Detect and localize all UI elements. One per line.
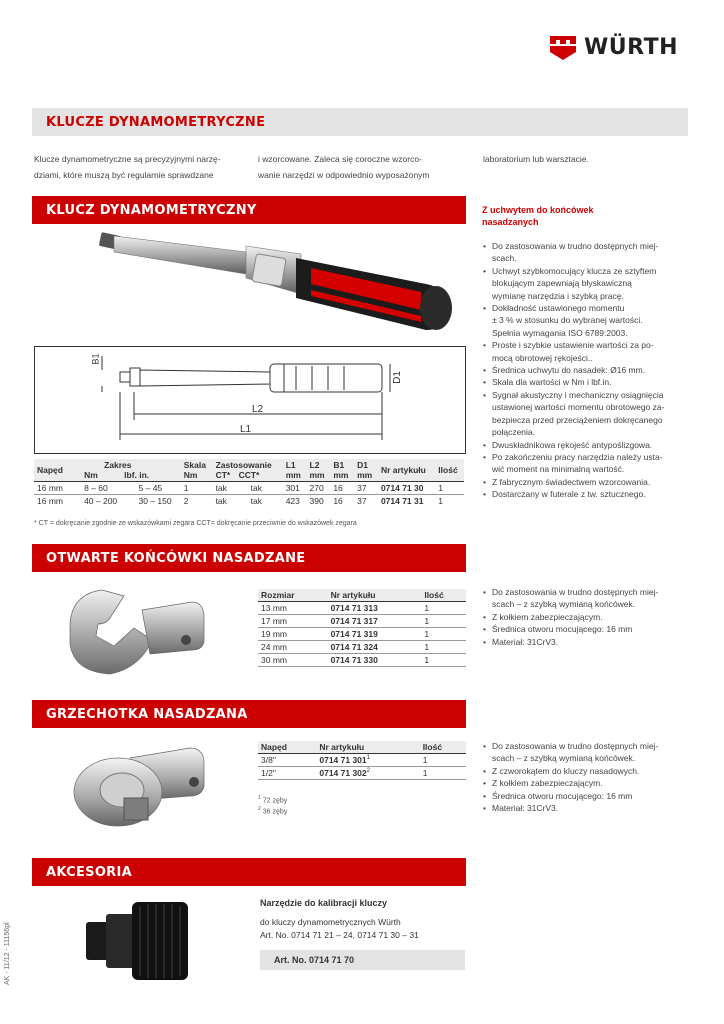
line: • Dostarczany w futerale z tw. sztucznego. [492,489,646,500]
col-header-text: L2 [309,460,320,470]
cell: 5 – 45 [127,482,181,495]
footnote-text: 36 zęby [262,808,288,816]
footnote-ref: 1 [258,795,261,801]
col-header-text: D1 [357,460,368,470]
table-row [258,654,466,667]
line: • Do zastosowania w trudno dostępnych miej- [492,741,659,751]
accessory-art-number: Art. No. 0714 71 70 [260,950,465,970]
cell [316,754,419,767]
table-row [34,495,464,508]
cell: 1 [181,482,213,495]
footnote [258,805,287,816]
list-item [482,476,692,488]
line: • Materiał: 31CrV3. [492,636,559,647]
cell: 0714 71 31 [378,495,435,508]
line: • Do zastosowania w trudno dostępnych miej- [492,241,659,251]
page-title: KLUCZE DYNAMOMETRYCZNE [46,114,266,130]
line: ustawionej wartości momentu obrotowego za- [492,402,665,413]
wrench-feature-list [482,240,692,501]
table-row [258,767,466,780]
col-header-text: mm [285,470,301,480]
line: • Materiał: 31CrV3. [492,803,559,814]
line: wymianę narzędzia i szybką pracę. [492,290,624,301]
wrench-table [34,459,464,507]
col-header [181,459,213,482]
section-title-ratchet: GRZECHOTKA NASADZANA [32,700,466,728]
list-item [482,376,692,388]
line: bezpiecza przed przeciążeniem dokręcanego [492,414,663,425]
col-header-text: Zastosowanie [215,460,272,470]
section-title-accessories: AKCESORIA [32,858,466,886]
line: • Z kołkiem zabezpieczającym. [492,611,603,622]
cell: 0714 71 30 [378,482,435,495]
table-row [258,754,466,767]
cell: 423 [283,495,307,508]
accessory-desc-line: do kluczy dynamometrycznych Würth [260,917,401,927]
footnote-ref: 2 [366,768,370,775]
calibration-tool-image [80,896,200,988]
line: • Średnica otworu mocującego: 16 mm [492,790,633,801]
col-header: Nr artykułu [316,741,419,754]
cell: 16 [330,482,354,495]
line: • Z fabrycznym świadectwem wzorcowania. [492,476,651,487]
list-item [482,790,692,802]
cell: 16 mm [34,482,70,495]
list-item [482,777,692,789]
cell: 37 [354,495,378,508]
dim-label-b1: B1 [90,353,101,365]
list-item [482,765,692,777]
list-item [482,439,692,451]
col-header [307,459,331,482]
col-header [330,459,354,482]
list-item [482,339,692,364]
cell: 13 mm [258,602,328,615]
col-header-text: mm [333,470,349,480]
col-header-text: lbf. in. [124,470,150,480]
col-header-text: Nm [183,470,198,480]
line: scach – z szybką wymianą końcówek. [492,753,636,764]
intro-col-2 [258,151,478,183]
col-header [213,459,283,482]
list-item [482,636,692,648]
cell: 24 mm [258,641,328,654]
cell: 30 mm [258,654,328,667]
cell: 30 – 150 [127,495,181,508]
col-header: Ilość [435,459,464,482]
cell: tak [248,482,283,495]
accessory-info [260,898,480,942]
line: • Dokładność ustawionego momentu [492,303,625,314]
intro-line: i wzorcowane. Zaleca się coroczne wzorco- [258,154,422,164]
table-row [258,628,466,641]
table-header-row [258,589,466,602]
open-ends-feature-list [482,586,692,648]
col-header: Napęd [258,741,316,754]
col-header: Nr artykułu [378,459,435,482]
cell: 0714 71 324 [328,641,422,654]
table-row [34,482,464,495]
cell: 16 mm [34,495,70,508]
section-title-wrench: KLUCZ DYNAMOMETRYCZNY [32,196,466,224]
col-header: Rozmiar [258,589,328,602]
intro-col-3 [483,151,683,167]
line: połączenia. [492,427,536,438]
line: ± 3 % w stosunku do wybranej wartości. [492,315,643,326]
list-item [482,802,692,814]
col-header: Ilość [420,741,466,754]
col-header-text: Nm [84,470,98,480]
line: • Z czworokątem do kluczy nasadowych. [492,765,640,776]
col-header [70,459,181,482]
cell: tak [213,482,248,495]
list-item [482,740,692,765]
cell: tak [213,495,248,508]
cell: 0714 71 330 [328,654,422,667]
dim-label-d1: D1 [391,371,403,384]
table-row [258,602,466,615]
line: scach – z szybką wymianą końcówek. [492,599,636,610]
cell: 390 [307,495,331,508]
brand-name: WÜRTH [584,34,679,60]
open-ends-table [258,589,466,667]
subhead-line: nasadzanych [482,217,539,227]
cell: 1 [420,767,466,780]
footnote [258,794,287,805]
intro-line: Klucze dynamometryczne są precyzyjnymi narzę- [34,154,221,164]
cell: 1 [421,602,466,615]
line: • Uchwyt szybkomocujący klucza ze sztyftem [492,265,657,276]
cell: 1 [421,615,466,628]
cell: 1 [421,628,466,641]
cell: 8 – 60 [70,482,126,495]
cell: 301 [283,482,307,495]
col-header-text: Zakres [104,460,132,470]
torque-wrench-image [96,226,466,342]
line: wić moment na minimalną wartość. [492,464,625,475]
cell: 1 [420,754,466,767]
list-item [482,611,692,623]
col-header-text: mm [309,470,325,480]
list-item [482,451,692,476]
cell: 0714 71 317 [328,615,422,628]
cell: 1/2" [258,767,316,780]
list-item [482,240,692,265]
footnote-text: 72 zęby [262,797,288,805]
cell: 0714 71 319 [328,628,422,641]
list-item [482,302,692,339]
ratchet-feature-list [482,740,692,814]
list-item [482,488,692,500]
col-header-text: B1 [333,460,345,470]
intro-line: wanie narzędzi w odpowiednio wyposażonym [258,170,430,180]
intro-line: dziami, które muszą być regularnie sprawdzane [34,170,214,180]
subhead-line: Z uchwytem do końcówek [482,205,594,215]
footnote-ref: 1 [366,755,370,762]
line: • Dwuskładnikowa rękojeść antypoślizgowa. [492,439,653,450]
list-item [482,389,692,439]
intro-line: laboratorium lub warsztacie. [483,154,589,164]
line: Spełnia wymagania ISO 6789:2003. [492,327,628,338]
accessory-desc-line: Art. No. 0714 71 21 – 24, 0714 71 30 – 31 [260,930,419,940]
col-header: Napęd [34,459,70,482]
list-item [482,586,692,611]
wrench-table-footnote: * CT = dokręcanie zgodnie ze wskazówkami zegara CCT= dokręcanie przeciwnie do wskazówek zegara [34,520,357,527]
cell: 1 [435,495,464,508]
line: • Sygnał akustyczny i mechaniczny osiągnięcia [492,389,664,400]
col-header-text: mm [357,470,373,480]
footnote-ref: 2 [258,806,261,813]
line: • Po zakończeniu pracy narzędzia należy usta- [492,451,663,462]
dim-label-l2: L2 [252,404,264,415]
art-number: 0714 71 302 [319,768,367,778]
cell: 37 [354,482,378,495]
cell: 1 [421,654,466,667]
col-header-text: Skala [183,460,206,470]
table-row [258,641,466,654]
line: blokującym zapewniają błyskawiczną [492,278,632,289]
col-header-text: L1 [285,460,296,470]
cell: 40 – 200 [70,495,126,508]
cell: 3/8" [258,754,316,767]
cell: 16 [330,495,354,508]
line: scach. [492,253,517,264]
section-title-open-ends: OTWARTE KOŃCÓWKI NASADZANE [32,544,466,572]
cell: 270 [307,482,331,495]
cell: 1 [421,641,466,654]
cell [316,767,419,780]
cell: 2 [181,495,213,508]
line: • Średnica otworu mocującego: 16 mm [492,624,633,635]
list-item [482,364,692,376]
ratchet-footnotes [258,794,287,817]
cell: 17 mm [258,615,328,628]
ratchet-table [258,741,466,780]
list-item [482,623,692,635]
list-item [482,265,692,302]
cell: 0714 71 313 [328,602,422,615]
ratchet-insert-image [70,738,210,830]
line: • Skala dla wartości w Nm i lbf.in. [492,377,612,388]
col-header: Nr artykułu [328,589,422,602]
intro-col-1 [34,151,254,183]
col-header: Ilość [421,589,466,602]
table-header-row [34,459,464,482]
wurth-logo-icon [548,32,578,62]
art-number: 0714 71 301 [319,755,367,765]
line: • Proste i szybkie ustawienie wartości za po- [492,340,654,351]
cell: tak [248,495,283,508]
wrench-subhead [482,204,682,228]
col-header [354,459,378,482]
page-header [32,108,688,136]
table-header-row [258,741,466,754]
col-header-text: CT* [215,470,231,480]
open-end-insert-image [62,584,212,688]
wurth-logo [548,28,693,66]
line: • Średnica uchwytu do nasadek: Ø16 mm. [492,365,646,376]
document-code: AK - 11/12 - 11156pl [4,922,11,985]
line: • Z kołkiem zabezpieczającym. [492,778,603,789]
table-row [258,615,466,628]
cell: 19 mm [258,628,328,641]
dim-label-l1: L1 [240,424,252,435]
col-header [283,459,307,482]
accessory-title: Narzędzie do kalibracji kluczy [260,898,388,908]
cell: 1 [435,482,464,495]
col-header-text: CCT* [238,470,260,480]
line: • Do zastosowania w trudno dostępnych miej- [492,587,659,597]
line: mocą obrotowej rękojeści.. [492,352,593,363]
